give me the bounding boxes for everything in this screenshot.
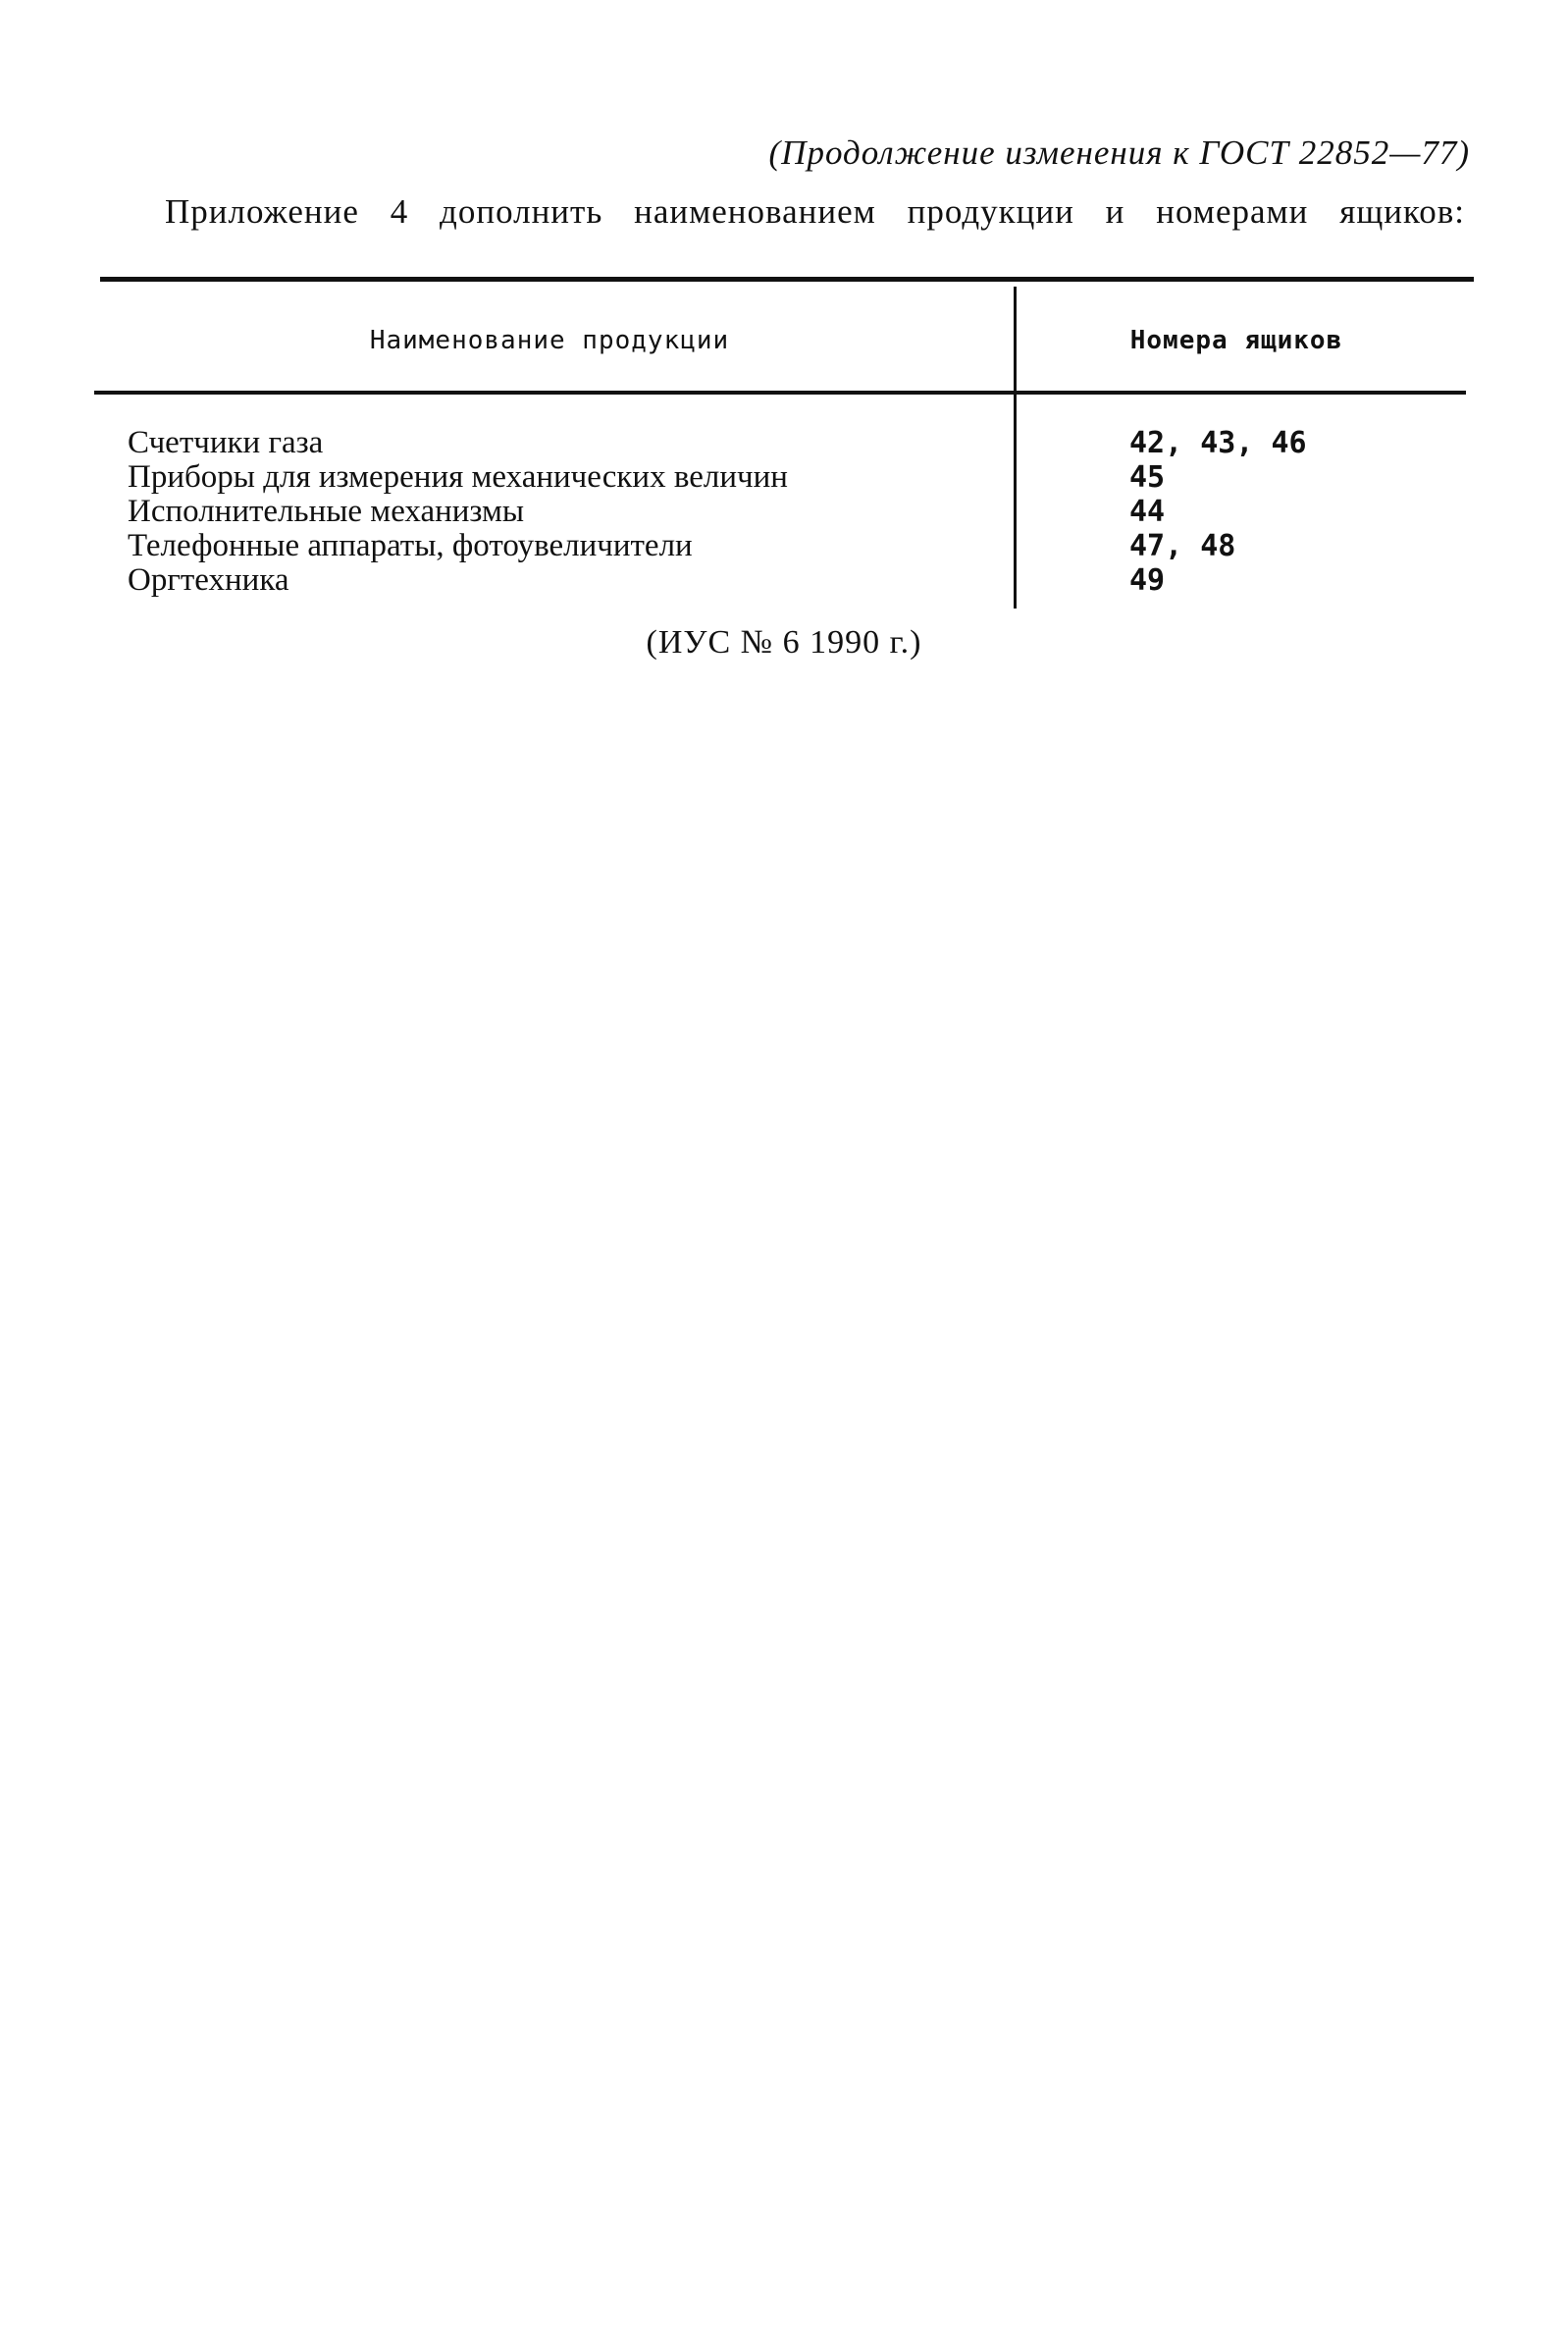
product-name-cell: Счетчики газа: [128, 425, 324, 460]
box-numbers-cell: 44: [1129, 495, 1166, 529]
box-numbers-cell: 47, 48: [1129, 529, 1236, 563]
box-numbers-cell: 45: [1129, 460, 1166, 495]
column-header-box-numbers: Номера ящиков: [1129, 326, 1343, 355]
box-numbers-cell: 42, 43, 46: [1129, 426, 1307, 460]
table-row: [128, 426, 1442, 460]
table-header-rule: [94, 391, 1466, 395]
product-name-cell: Приборы для измерения механических величин: [128, 459, 788, 495]
column-header-product-name: Наименование продукции: [369, 326, 730, 355]
source-reference: (ИУС № 6 1990 г.): [646, 624, 922, 661]
product-name-cell: Исполнительные механизмы: [128, 494, 525, 529]
product-name-cell: Телефонные аппараты, фотоувеличители: [128, 528, 693, 563]
continuation-heading: (Продолжение изменения к ГОСТ 22852—77): [768, 133, 1470, 172]
table-row: [128, 460, 1442, 495]
box-numbers-cell: 49: [1129, 563, 1166, 598]
table-row: [128, 495, 1442, 529]
intro-text: Приложение 4 дополнить наименованием продукции и номерами ящиков:: [165, 192, 1465, 231]
table-body: [128, 426, 1442, 598]
table-top-rule: [100, 277, 1474, 282]
table-row: [128, 563, 1442, 598]
product-name-cell: Оргтехника: [128, 562, 289, 598]
table-row: [128, 529, 1442, 563]
